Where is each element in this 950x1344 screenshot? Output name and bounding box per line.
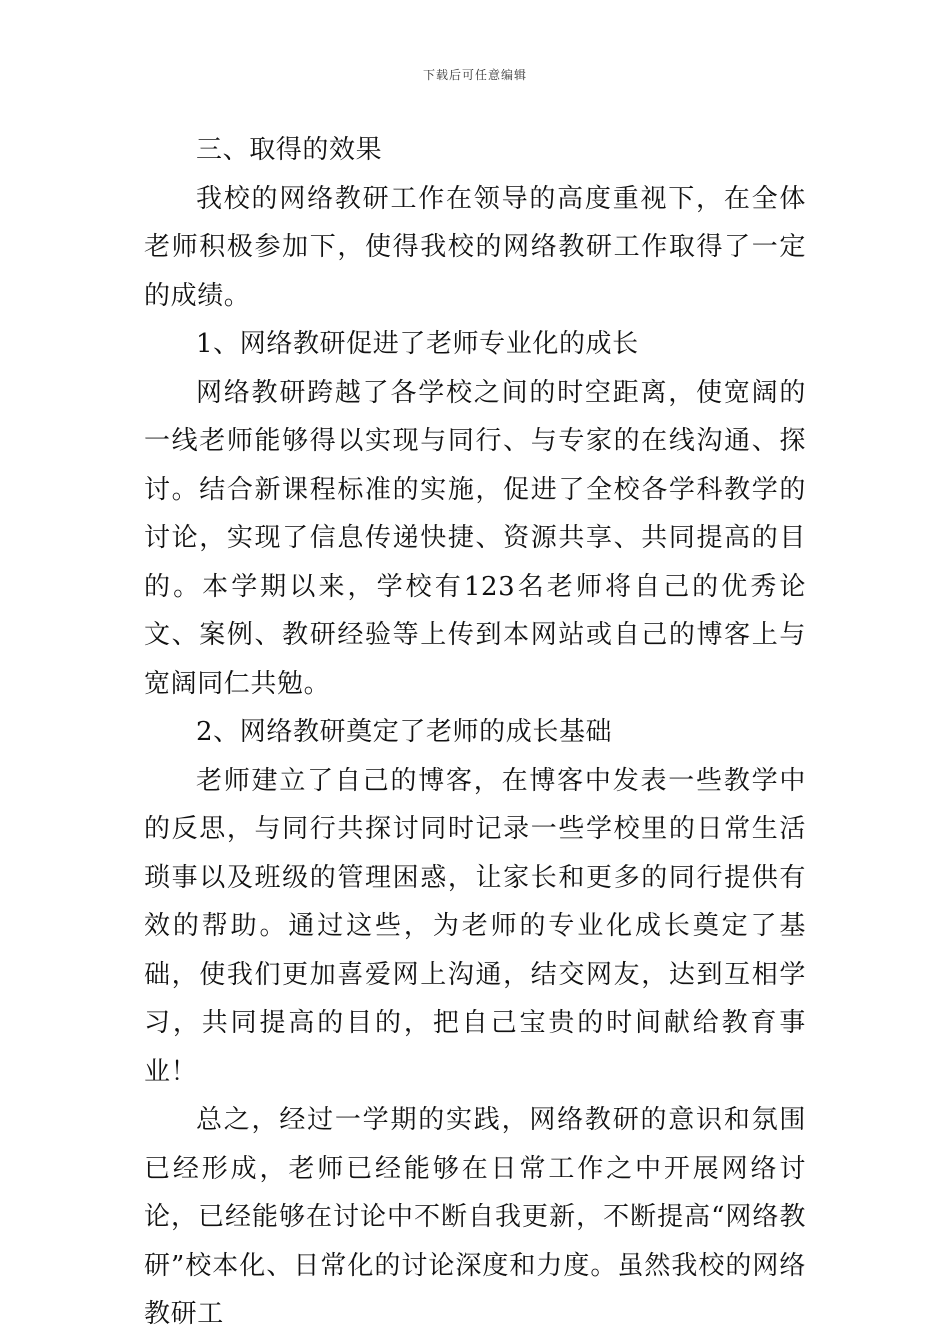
document-body xyxy=(144,126,806,1339)
paragraph: 网络教研跨越了各学校之间的时空距离，使宽阔的一线老师能够得以实现与同行、与专家的在线沟通、探讨。结合新课程标准的实施，促进了全校各学科教学的讨论，实现了信息传递快捷、资源共享、共同提高的目的。本学期以来，学校有123名老师将自己的优秀论文、案例、教研经验等上传到本网站或自己的博客上与宽阔同仁共勉。 xyxy=(144,377,806,699)
page-header-note: 下载后可任意编辑 xyxy=(422,68,527,82)
paragraph: 总之，经过一学期的实践，网络教研的意识和氛围已经形成，老师已经能够在日常工作之中开展网络讨论，已经能够在讨论中不断自我更新，不断提高“网络教研”校本化、日常化的讨论深度和力度。虽然我校的网络教研工 xyxy=(144,1105,806,1329)
paragraph: 老师建立了自己的博客，在博客中发表一些教学中的反思，与同行共探讨同时记录一些学校里的日常生活琐事以及班级的管理困惑，让家长和更多的同行提供有效的帮助。通过这些，为老师的专业化成长奠定了基础，使我们更加喜爱网上沟通，结交网友，达到互相学习，共同提高的目的，把自己宝贵的时间献给教育事业！ xyxy=(144,765,806,1087)
subheading: 2、网络教研奠定了老师的成长基础 xyxy=(196,717,613,747)
paragraph: 我校的网络教研工作在领导的高度重视下，在全体老师积极参加下，使得我校的网络教研工作取得了一定的成绩。 xyxy=(144,183,806,311)
section-heading: 三、取得的效果 xyxy=(196,135,383,165)
subheading: 1、网络教研促进了老师专业化的成长 xyxy=(196,329,639,359)
